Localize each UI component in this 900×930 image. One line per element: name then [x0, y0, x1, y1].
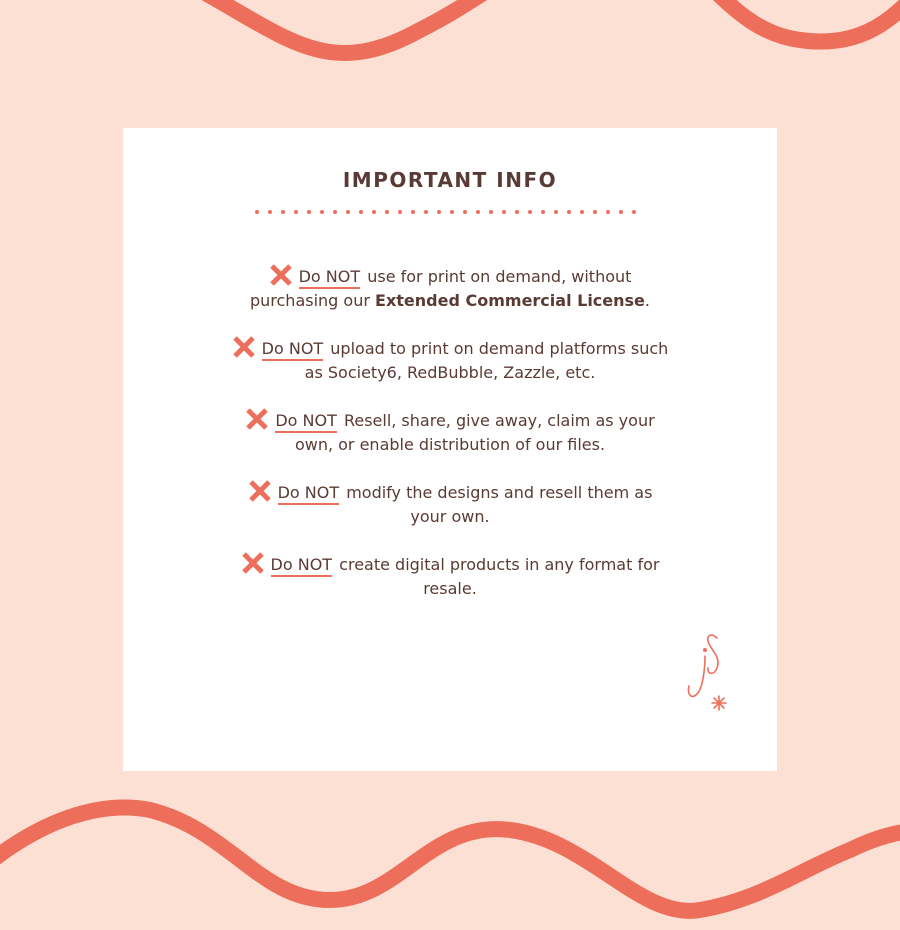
js-monogram-logo	[683, 628, 733, 718]
rule-text: modify the designs and resell them as your own.	[341, 483, 653, 526]
x-mark-icon	[269, 264, 293, 286]
x-mark-icon	[248, 480, 272, 502]
rule-lead: Do NOT	[275, 411, 337, 433]
rule-text: upload to print on demand platforms such as Society6, RedBubble, Zazzle, etc.	[304, 339, 669, 382]
x-mark-icon	[241, 552, 265, 574]
bottom-wave-decoration	[0, 790, 900, 930]
top-wave-decoration	[0, 0, 900, 110]
rule-item	[230, 480, 670, 528]
rule-item	[225, 408, 675, 456]
rule-lead: Do NOT	[278, 483, 340, 505]
x-mark-icon	[245, 408, 269, 430]
x-mark-icon	[232, 336, 256, 358]
rule-bold-text: Extended Commercial License	[375, 291, 645, 310]
rule-text: create digital products in any format for resale.	[334, 555, 660, 598]
rule-text: Resell, share, give away, claim as your own, or enable distribution of our files.	[294, 411, 655, 454]
rules-list	[123, 264, 777, 624]
card-title: IMPORTANT INFO	[342, 168, 558, 192]
rule-item	[235, 552, 665, 600]
rule-item	[230, 264, 670, 312]
rule-lead: Do NOT	[299, 267, 361, 289]
rule-item	[230, 336, 670, 384]
rule-lead: Do NOT	[262, 339, 324, 361]
info-card	[123, 128, 777, 771]
rule-lead: Do NOT	[271, 555, 333, 577]
dotted-divider	[253, 208, 647, 216]
rule-end: .	[644, 291, 650, 310]
rule-text: use for print on demand, without purchasing our	[249, 267, 632, 310]
